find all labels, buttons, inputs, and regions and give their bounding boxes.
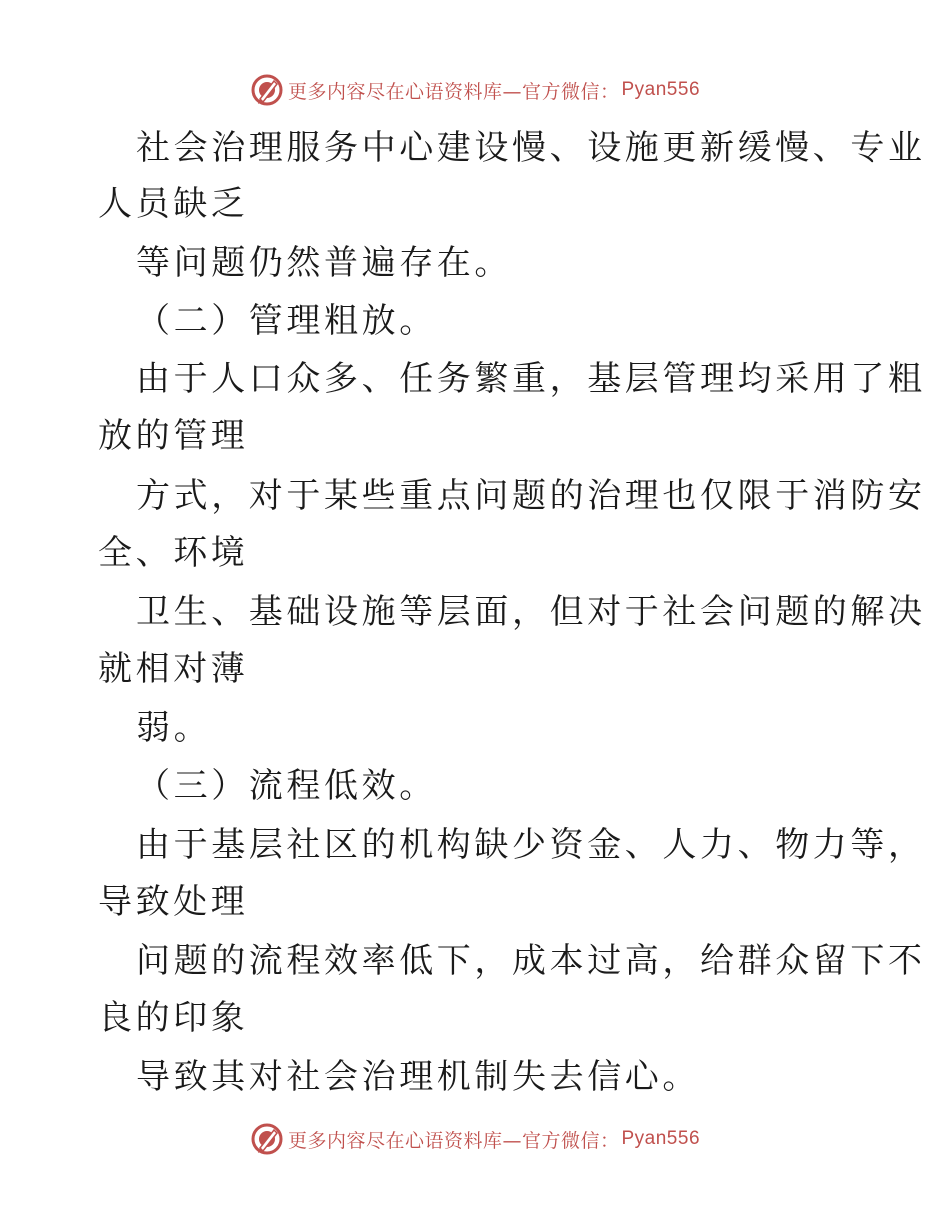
text-line: 卫生、基础设施等层面，但对于社会问题的解决 <box>136 592 926 632</box>
text-line: 导致处理 <box>98 882 249 922</box>
text-line: 方式，对于某些重点问题的治理也仅限于消防安 <box>136 476 926 516</box>
footer-banner-text: 更多内容尽在心语资料库—官方微信： <box>287 1129 620 1152</box>
pen-circle-logo-icon <box>250 73 284 107</box>
text-line: 良的印象 <box>98 998 249 1038</box>
text-line: 放的管理 <box>98 416 249 456</box>
text-line: （二）管理粗放。 <box>136 301 437 341</box>
text-line: 社会治理服务中心建设慢、设施更新缓慢、专业 <box>136 128 926 168</box>
text-line: 问题的流程效率低下，成本过高，给群众留下不 <box>136 941 926 981</box>
text-line: 弱。 <box>136 708 212 748</box>
text-line: 导致其对社会治理机制失去信心。 <box>136 1057 700 1097</box>
header-banner <box>0 70 950 110</box>
text-line: （三）流程低效。 <box>136 766 437 806</box>
header-wechat-id: Pyan556 <box>621 79 701 100</box>
header-banner-text: 更多内容尽在心语资料库—官方微信： <box>287 80 620 103</box>
text-line: 由于人口众多、任务繁重，基层管理均采用了粗 <box>136 359 926 399</box>
text-line: 全、环境 <box>98 533 249 573</box>
footer-wechat-id: Pyan556 <box>621 1128 701 1149</box>
text-line: 就相对薄 <box>98 649 249 689</box>
pen-circle-logo-icon <box>250 1122 284 1156</box>
text-line: 人员缺乏 <box>98 184 249 224</box>
footer-banner <box>0 1119 950 1159</box>
text-line: 由于基层社区的机构缺少资金、人力、物力等， <box>136 825 926 865</box>
text-line: 等问题仍然普遍存在。 <box>136 243 512 283</box>
